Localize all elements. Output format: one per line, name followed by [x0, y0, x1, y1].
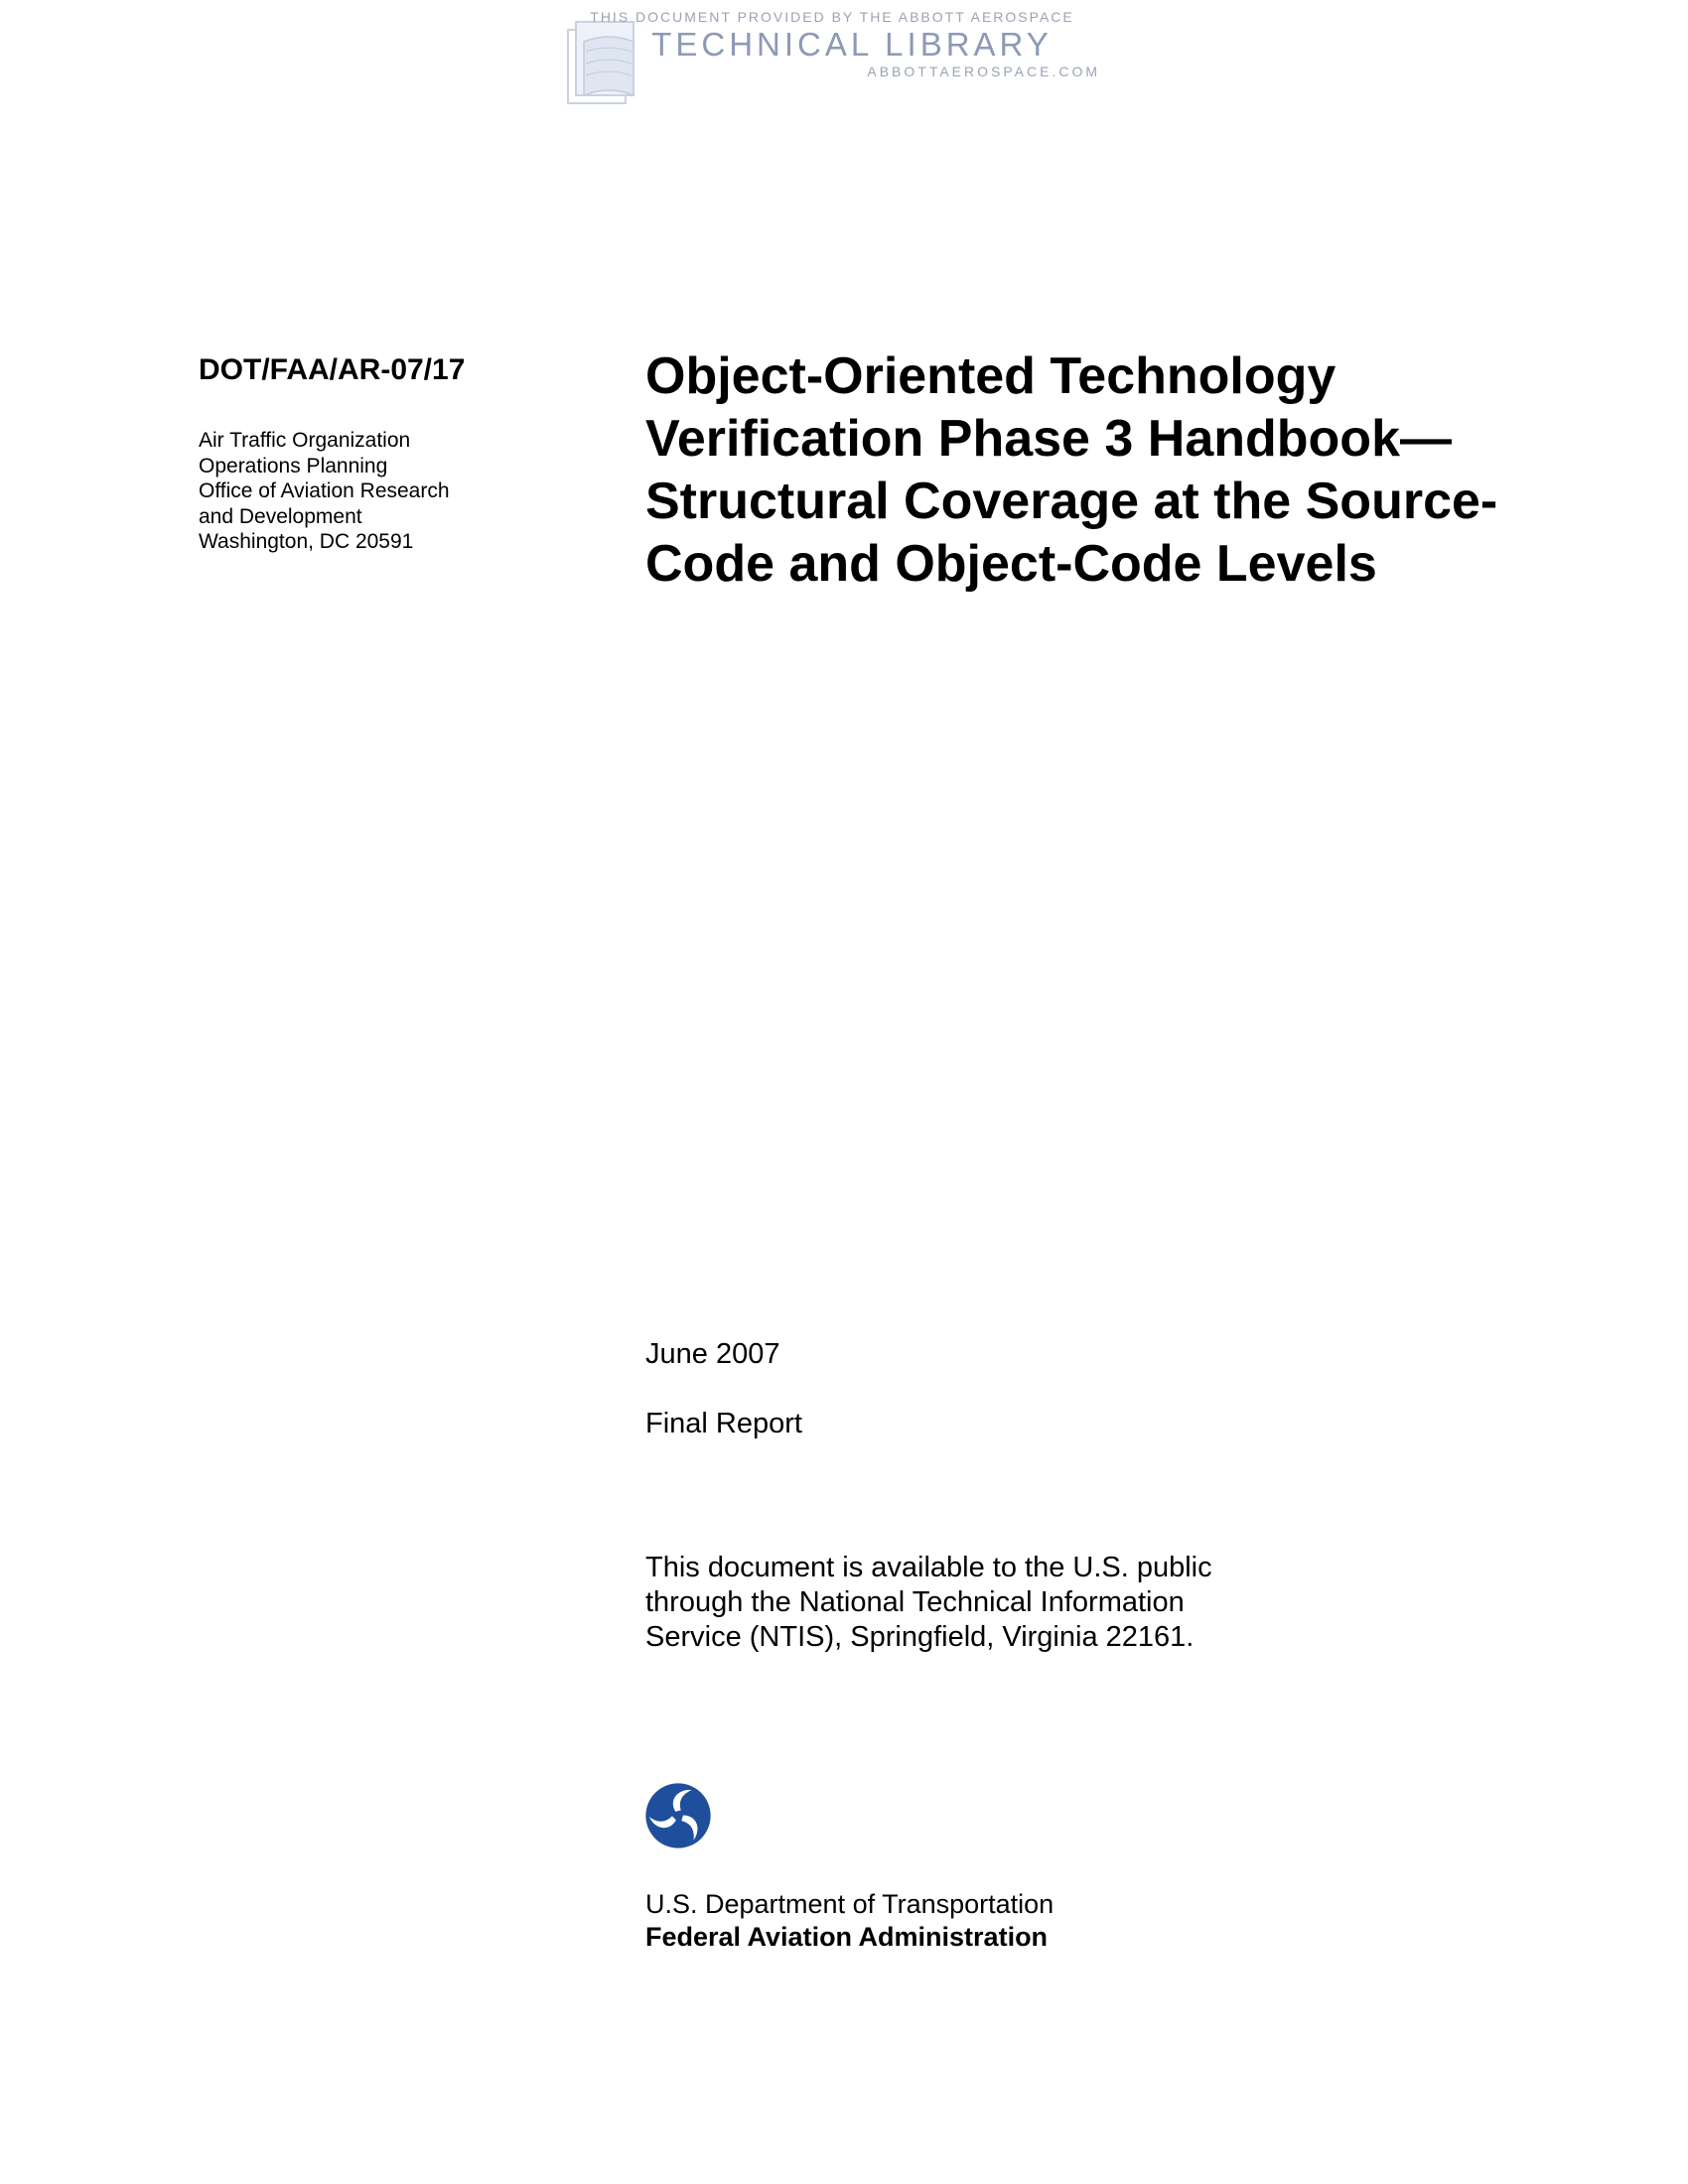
document-title: [645, 345, 1638, 596]
watermark-provider-text: THIS DOCUMENT PROVIDED BY THE ABBOTT AEROSPACE: [590, 9, 1074, 25]
watermark-website: ABBOTTAEROSPACE.COM: [867, 64, 1100, 79]
report-type: Final Report: [645, 1408, 802, 1439]
organization-line: Air Traffic Organization: [199, 429, 411, 452]
department-name: U.S. Department of Transportation: [645, 1889, 1055, 1919]
report-number: DOT/FAA/AR-07/17: [199, 353, 466, 386]
publication-date: June 2007: [645, 1338, 780, 1370]
availability-line: This document is available to the U.S. public: [645, 1552, 1212, 1583]
dot-triskelion-logo-icon: [644, 1782, 712, 1849]
title-line: Verification Phase 3 Handbook—: [645, 410, 1452, 468]
agency-block: [645, 1888, 1054, 1954]
availability-line: through the National Technical Information: [645, 1586, 1185, 1618]
title-line: Object-Oriented Technology: [645, 347, 1336, 405]
title-line: Structural Coverage at the Source-: [645, 473, 1498, 530]
availability-line: Service (NTIS), Springfield, Virginia 22161.: [645, 1621, 1195, 1653]
organization-line: Washington, DC 20591: [199, 530, 414, 553]
organization-line: Operations Planning: [199, 454, 388, 478]
organization-line: and Development: [199, 504, 362, 528]
administration-name: Federal Aviation Administration: [645, 1922, 1049, 1952]
watermark-library-title: TECHNICAL LIBRARY: [651, 26, 1053, 63]
title-line: Code and Object-Code Levels: [645, 535, 1377, 593]
library-watermark: [564, 4, 1100, 113]
organization-address: [199, 428, 450, 555]
organization-line: Office of Aviation Research: [199, 479, 450, 502]
availability-statement: [645, 1551, 1212, 1655]
